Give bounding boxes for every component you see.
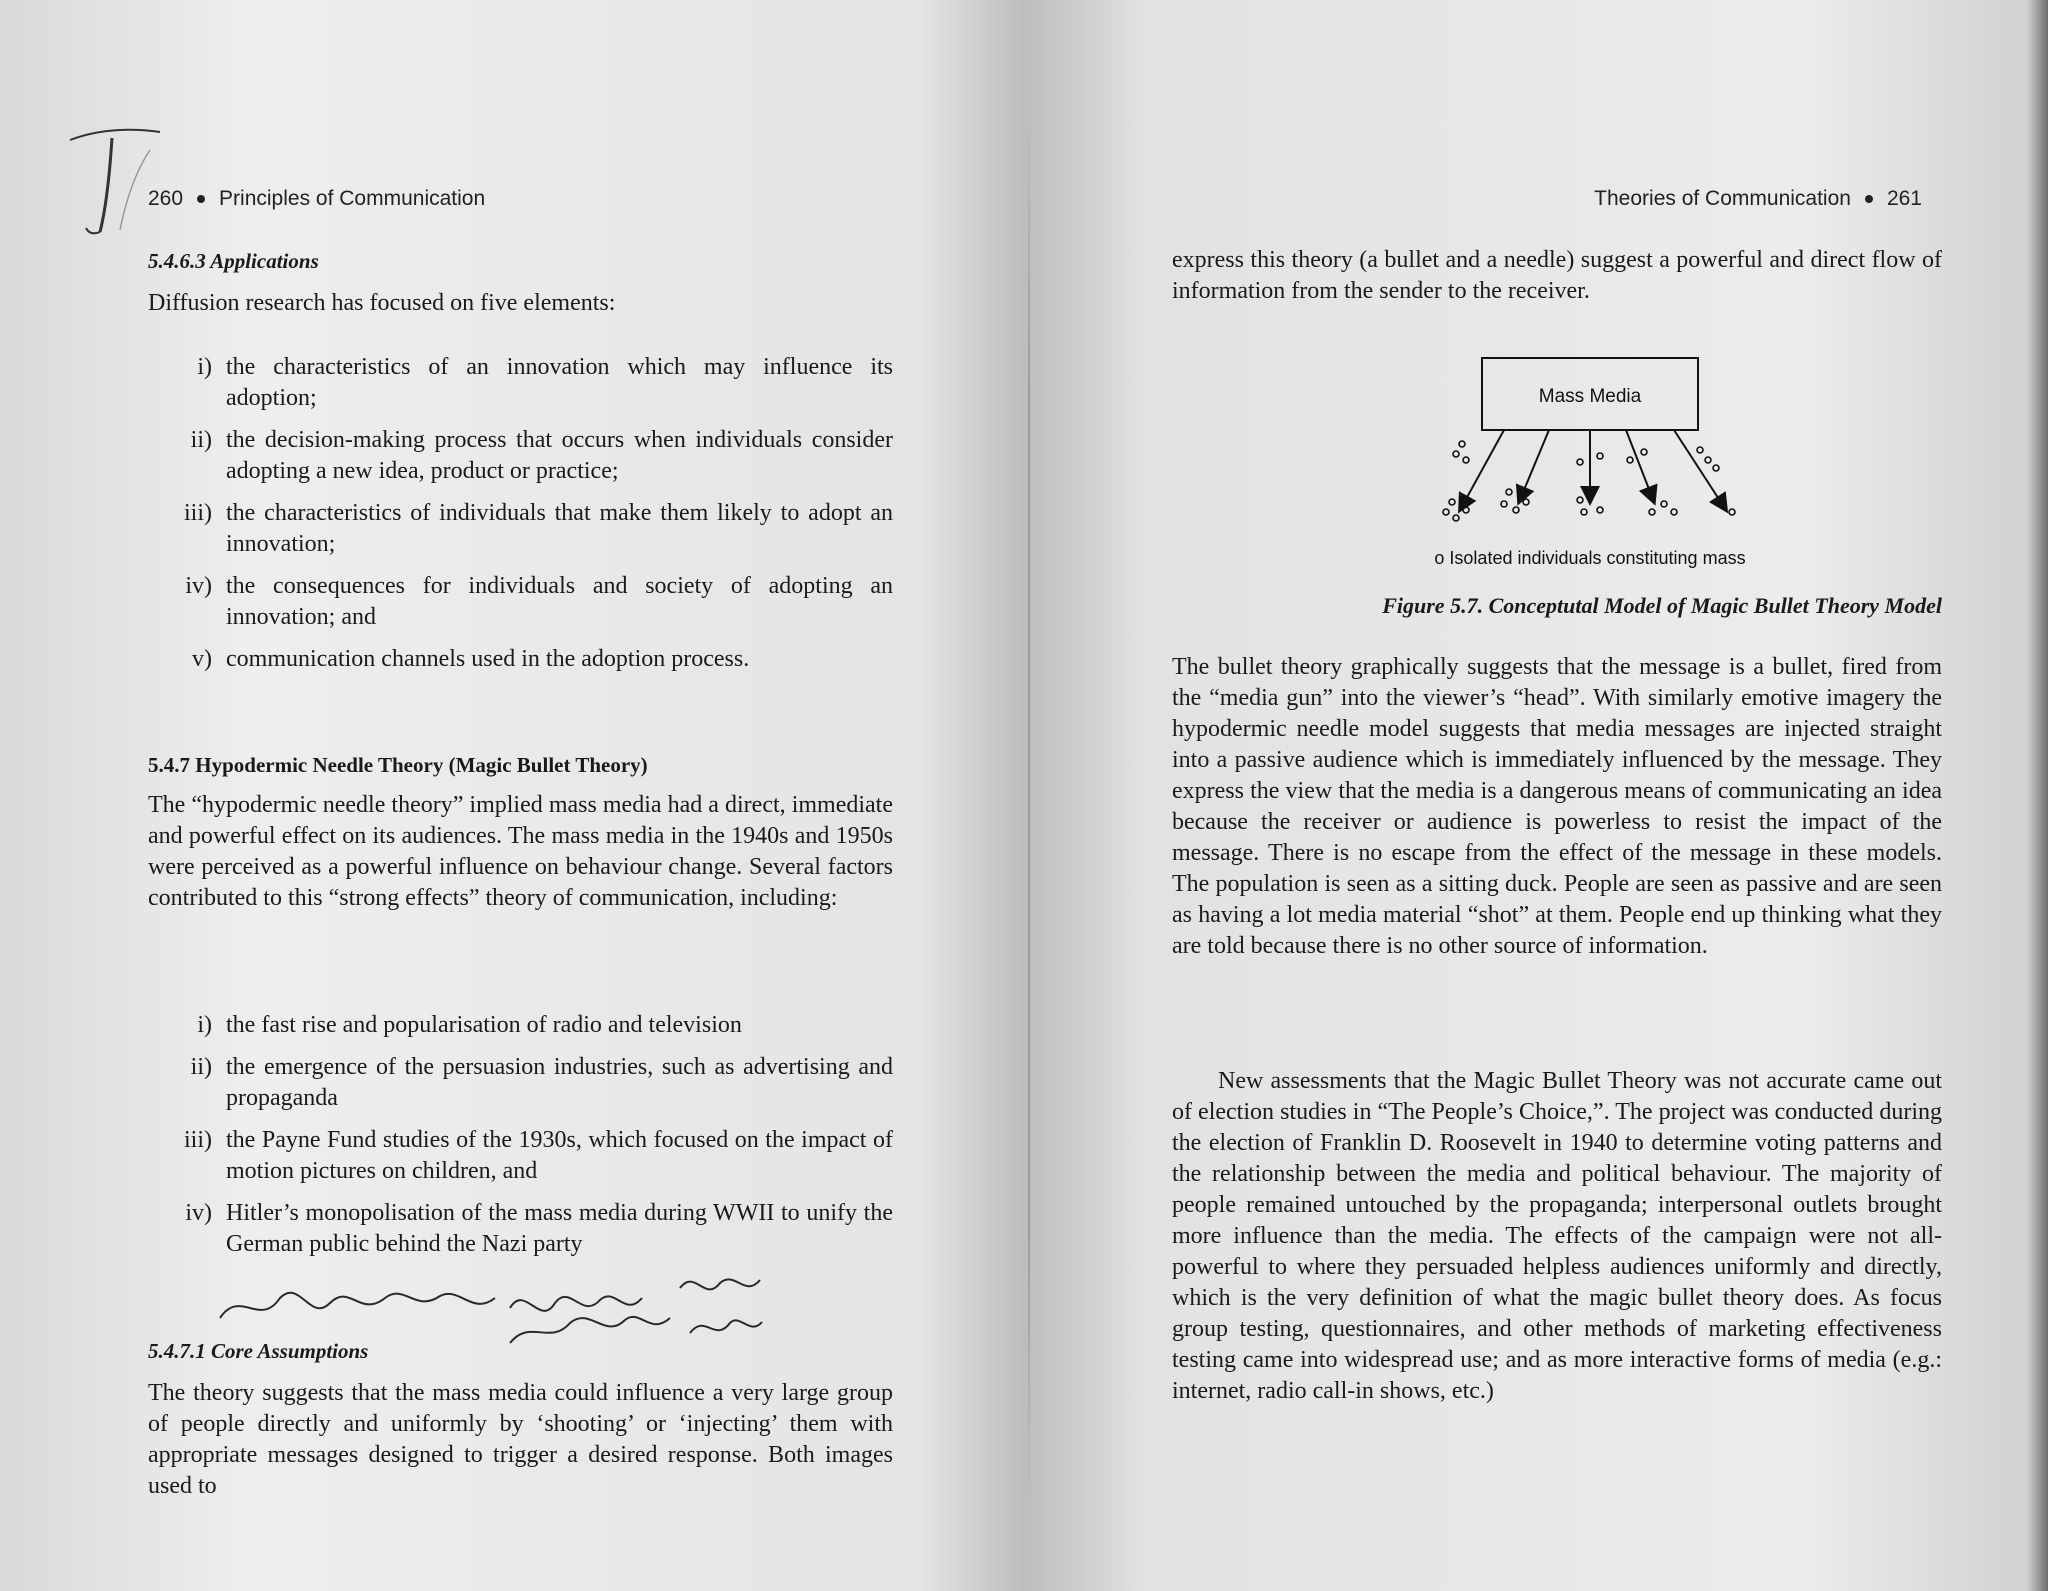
list-item — [148, 571, 893, 633]
list-text: communication channels used in the adoption process. — [226, 646, 750, 672]
arrow-4 — [1626, 430, 1654, 502]
list-item — [148, 1052, 893, 1114]
right-running-head — [1594, 187, 1922, 211]
list-item — [148, 644, 893, 675]
list-number: iii) — [184, 500, 212, 526]
figure-diagram — [1354, 352, 1794, 578]
list-item — [148, 1010, 893, 1041]
mass-media-label: Mass Media — [1538, 386, 1642, 407]
bullet-dot-icon — [1865, 195, 1873, 203]
list-item — [148, 352, 893, 414]
list-number: iv) — [185, 573, 212, 599]
caption-text: Figure 5.7. Conceptutal Model of Magic Bullet Theory Model — [1382, 593, 1942, 618]
section-heading-core-assumptions — [148, 1336, 893, 1367]
list-item — [148, 498, 893, 560]
list-number: iii) — [184, 1127, 212, 1153]
list-number: i) — [197, 1012, 212, 1038]
list-text: the characteristics of an innovation which may influence its adoption; — [226, 354, 893, 411]
diffusion-list — [148, 352, 893, 686]
figure-legend: o Isolated individuals constituting mass — [1434, 548, 1746, 568]
theory-imagery-paragraph — [1172, 245, 1942, 307]
bullet-theory-paragraph — [1172, 652, 1942, 962]
list-text: the consequences for individuals and society of adopting an innovation; and — [226, 573, 893, 630]
bullet-dot-icon — [197, 195, 205, 203]
diffusion-intro — [148, 288, 893, 319]
list-text: the emergence of the persuasion industries, such as advertising and propaganda — [226, 1054, 893, 1111]
section-heading-hypodermic — [148, 750, 893, 781]
list-text: the characteristics of individuals that make them likely to adopt an innovation; — [226, 500, 893, 557]
list-text: the decision-making process that occurs when individuals consider adopting a new idea, product or practice; — [226, 427, 893, 484]
heading-text: 5.4.6.3 Applications — [148, 249, 319, 273]
heading-text: 5.4.7.1 Core Assumptions — [148, 1339, 369, 1363]
core-assumptions-paragraph — [148, 1378, 893, 1502]
arrow-2 — [1519, 430, 1549, 502]
paragraph-text: The “hypodermic needle theory” implied mass media had a direct, immediate and powerful effect on its audiences. The mass media in the 1940s and 1950s were perceived as a powerful influence on behaviour change. Several factors contributed to this “strong effects” theory of communication, including: — [148, 792, 893, 911]
figure-caption — [1172, 590, 1942, 621]
factors-list — [148, 1010, 893, 1271]
hypodermic-paragraph — [148, 790, 893, 914]
list-number: v) — [192, 646, 212, 672]
paragraph-text: express this theory (a bullet and a needle) suggest a powerful and direct flow of information from the sender to the receiver. — [1172, 247, 1942, 304]
paragraph-text: Diffusion research has focused on five elements: — [148, 290, 616, 316]
list-number: ii) — [190, 427, 212, 453]
list-item — [148, 1125, 893, 1187]
heading-text: 5.4.7 Hypodermic Needle Theory (Magic Bullet Theory) — [148, 753, 648, 777]
paragraph-text: The bullet theory graphically suggests that the message is a bullet, fired from the “media gun” into the viewer’s “head”. With similarly emotive imagery the hypodermic needle model suggests that media messages are injected straight into a passive audience which is immediately influenced by the message. They express the view that the media is a dangerous means of communicating an idea because the receiver or audience is powerless to resist the impact of the message. There is no escape from the effect of the message in these models. The population is seen as a sitting duck. People are seen as passive and are seen as having a lot media material “shot” at them. People end up thinking what they are told because there is no other source of information. — [1172, 654, 1942, 959]
left-running-head — [148, 187, 485, 211]
list-text: Hitler’s monopolisation of the mass media during WWII to unify the German public behind the Nazi party — [226, 1200, 893, 1257]
list-number: iv) — [185, 1200, 212, 1226]
handwritten-annotation — [210, 1258, 770, 1348]
right-page-number: 261 — [1886, 187, 1922, 210]
left-page-number: 260 — [148, 187, 184, 210]
list-text: the fast rise and popularisation of radio and television — [226, 1012, 742, 1038]
list-item — [148, 1198, 893, 1260]
right-page — [1024, 0, 2048, 1591]
left-running-title: Principles of Communication — [219, 187, 486, 210]
arrow-1 — [1460, 430, 1504, 510]
paragraph-text: The theory suggests that the mass media could influence a very large group of people directly and uniformly by ‘shooting’ or ‘injecting’ them with appropriate messages designed to trigger a desired response. Both images used to — [148, 1380, 893, 1499]
list-number: i) — [197, 354, 212, 380]
magic-bullet-figure — [1354, 352, 1794, 578]
new-assessments-paragraph — [1172, 1066, 1942, 1407]
right-running-title: Theories of Communication — [1594, 187, 1851, 210]
list-text: the Payne Fund studies of the 1930s, which focused on the impact of motion pictures on children, and — [226, 1127, 893, 1184]
list-number: ii) — [190, 1054, 212, 1080]
list-item — [148, 425, 893, 487]
section-heading-applications — [148, 246, 893, 277]
paragraph-text: New assessments that the Magic Bullet Theory was not accurate came out of election studies in “The People’s Choice,”. The project was conducted during the election of Franklin D. Roosevelt in 1940 to determine voting patterns and the relationship between the media and political behaviour. The majority of people remained untouched by the propaganda; interpersonal outlets brought more influence than the media. The effects of the campaign were not all-powerful to where they persuaded helpless audiences uniformly and directly, which is the very definition of what the magic bullet theory does. As focus group testing, questionnaires, and other methods of marketing effectiveness testing came into widespread use; and as more interactive forms of media (e.g.: internet, radio call-in shows, etc.) — [1172, 1068, 1942, 1404]
